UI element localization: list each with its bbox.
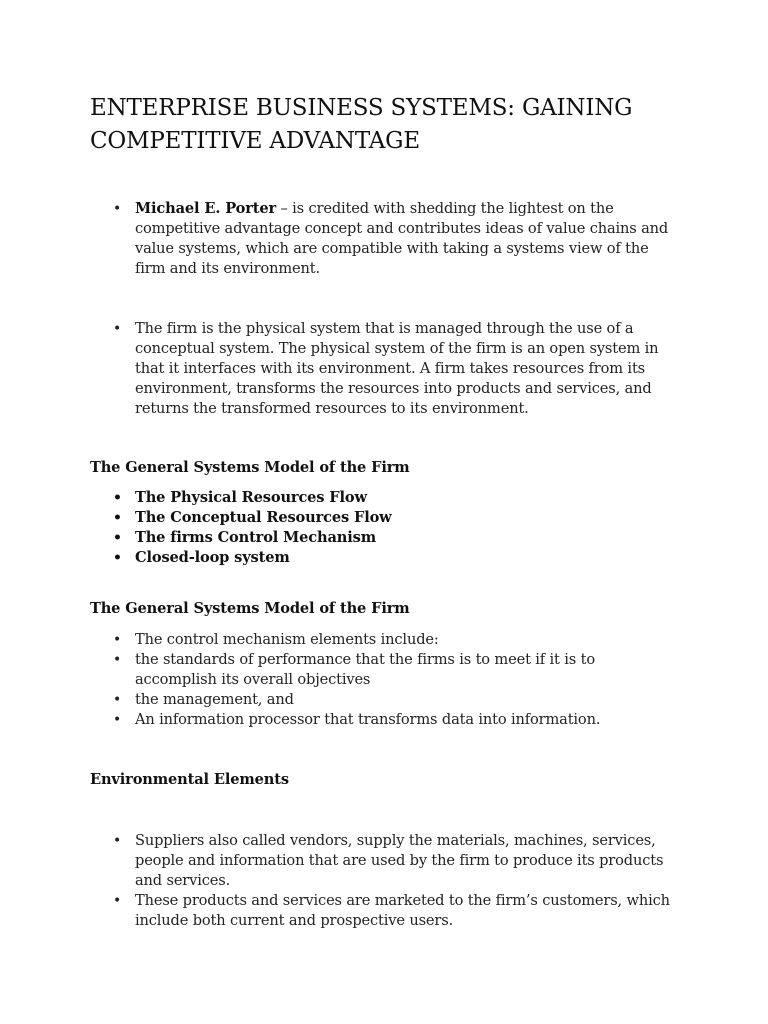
section2-list (90, 630, 680, 730)
bullet-text: – is credited with shedding the lightest on the competitive advantage concept and contributes ideas of value chains and value systems, which are compatible with taking a systems view of the firm and its environment. (135, 200, 669, 277)
bullet-lead: Michael E. Porter (135, 200, 277, 217)
bullet-icon: • (113, 652, 122, 668)
list-item-text: These products and services are marketed to the firm’s customers, which include both current and prospective users. (135, 892, 670, 929)
list-item-text: the management, and (135, 691, 294, 708)
section-heading: Environmental Elements (90, 771, 289, 788)
bullet-icon: • (113, 712, 122, 728)
bullet-icon: • (113, 321, 122, 337)
bullet-icon: • (113, 893, 122, 909)
list-item (90, 690, 680, 710)
list-item (90, 319, 680, 419)
list-item-text: The Physical Resources Flow (135, 489, 367, 506)
list-item (90, 650, 680, 690)
document-title: ENTERPRISE BUSINESS SYSTEMS: GAINING COMPETITIVE ADVANTAGE (90, 95, 633, 154)
bullet-text: The firm is the physical system that is managed through the use of a conceptual system. The physical system of the firm is an open system in that it interfaces with its environment. A firm takes resources from its environment, transforms the resources into products and services, and returns the transformed resources to its environment. (135, 320, 659, 417)
list-item (90, 528, 680, 548)
intro-list-1 (90, 199, 680, 279)
list-item-text: the standards of performance that the firms is to meet if it is to accomplish its overall objectives (135, 651, 595, 688)
bullet-icon: • (113, 692, 122, 708)
list-item-text: Closed-loop system (135, 549, 290, 566)
list-item (90, 488, 680, 508)
bullet-icon: • (113, 833, 122, 849)
intro-list-2 (90, 319, 680, 419)
bullet-icon: • (113, 632, 122, 648)
bullet-icon: • (113, 530, 122, 546)
list-item-text: The Conceptual Resources Flow (135, 509, 392, 526)
section3-list (90, 831, 680, 931)
bullet-icon: • (113, 490, 122, 506)
list-item (90, 548, 680, 568)
list-item-text: An information processor that transforms data into information. (135, 711, 601, 728)
section-heading: The General Systems Model of the Firm (90, 459, 410, 476)
bullet-icon: • (113, 550, 122, 566)
bullet-icon: • (113, 201, 122, 217)
bullet-icon: • (113, 510, 122, 526)
section1-list (90, 488, 680, 568)
list-item (90, 630, 680, 650)
list-item-text: The control mechanism elements include: (135, 631, 439, 648)
list-item (90, 831, 680, 891)
list-item-text: The firms Control Mechanism (135, 529, 376, 546)
section-heading: The General Systems Model of the Firm (90, 600, 410, 617)
list-item-text: Suppliers also called vendors, supply the materials, machines, services, people and information that are used by the firm to produce its products and services. (135, 832, 664, 889)
list-item (90, 891, 680, 931)
list-item (90, 199, 680, 279)
list-item (90, 508, 680, 528)
list-item (90, 710, 680, 730)
